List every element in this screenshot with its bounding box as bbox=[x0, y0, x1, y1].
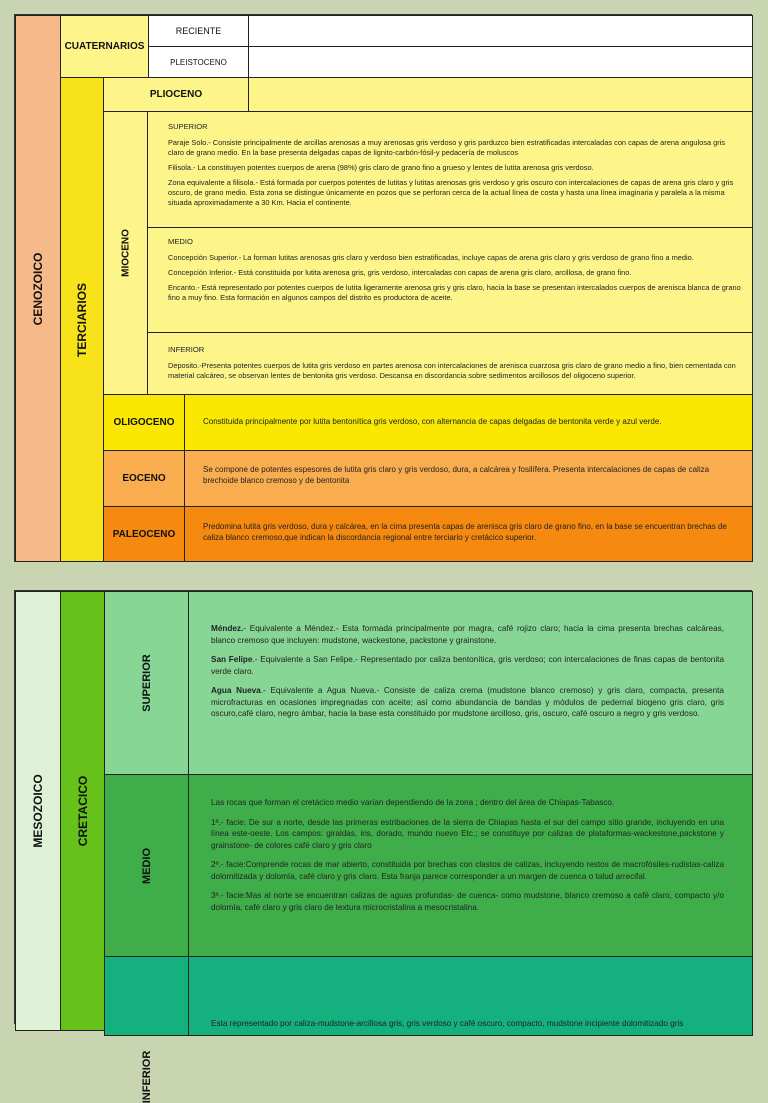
eoceno-cell bbox=[103, 450, 185, 507]
cuaternarios-cell bbox=[60, 15, 149, 78]
mioceno-inferior-box bbox=[147, 332, 753, 395]
mioceno-medio-encanto: Encanto.- Está representado por potentes cuerpos de lutita ligeramente arenosa gris y gris claro, hacia la base se presentan intercalados cuerpos de arenisca blanca de grano fino a muy fino. Esta formación en algunos campos del distrito es productora de aceite. bbox=[168, 283, 741, 302]
terciarios-label: TERCIARIOS bbox=[75, 282, 89, 357]
paleoceno-cell bbox=[103, 506, 185, 562]
mioceno-inferior-title: INFERIOR bbox=[168, 345, 205, 354]
mesozoico-era-label: MESOZOICO bbox=[31, 774, 45, 848]
mioceno-cell bbox=[103, 111, 148, 395]
mioceno-inferior-deposito: Deposito.-Presenta potentes cuerpos de lutita gris verdoso en partes arenosa con intercalaciones de arenisca cuarzosa gris claro de grano medio a fino, bien cementada con material calcáreo, se observan lentes de bentonita gris verdoso. Descansa en discordancia sobre sedimentos arcillosos del oligoceno superior. bbox=[168, 361, 736, 380]
paleoceno-label: PALEOCENO bbox=[112, 528, 176, 540]
san-felipe-name: San Felipe bbox=[211, 655, 253, 664]
mendez-name: Méndez. bbox=[211, 624, 244, 633]
cenozoico-era-label: CENOZOICO bbox=[31, 252, 45, 325]
mioceno-superior-filisola: Filisola.- La constituyen potentes cuerpos de arena (98%) gris claro de grano fino a grueso y lentes de lutita arenosa gris verdoso. bbox=[168, 163, 594, 172]
mioceno-medio-box bbox=[147, 227, 753, 333]
reciente-description bbox=[248, 15, 753, 47]
mioceno-superior-title: SUPERIOR bbox=[168, 122, 208, 131]
mioceno-medio-title: MEDIO bbox=[168, 237, 193, 246]
cretacico-medio-facie-1: 1ª.- facie: De sur a norte, desde las primeras estribaciones de la sierra de Chiapas hasta el sur del campo sitio grande, incluyendo en una línea este-oeste. Los campos: giraldas, iris, dorado, mundo nuevo Etc.; se constituye por calizas de plataformas-wackestone,packstone y grainstone- de colores café claro y gris claro bbox=[211, 817, 724, 850]
cretacico-medio-intro: Las rocas que forman el cretácico medio varían dependiendo de la zona ; dentro del área de Chiapas-Tabasco. bbox=[211, 798, 615, 807]
paleoceno-text: Predomina lutita gris verdoso, dura y calcárea, en la cima presenta capas de arenisca gris claro de grano fino, en la base se encuentran brechas de caliza blanco cremoso,que indican la discordancia regional entre terciario y cretácico superior. bbox=[203, 522, 727, 542]
reciente-cell bbox=[148, 15, 249, 47]
mioceno-superior-box bbox=[147, 111, 753, 228]
eoceno-label: EOCENO bbox=[122, 473, 166, 484]
san-felipe-text: .- Equivalente a San Felipe.- Representado por caliza bentonítica, gris verdoso; con intercalaciones de finas capas de bentonita verde claro. bbox=[211, 655, 725, 676]
cretacico-medio-facie-3: 3ª.- facie:Mas al norte se encuentran calizas de aguas profundas- de cuenca- como mudstone, blanco cremoso a café claro, compacto y/o dolomía, café claro y gris claro de textura microcristalina a mesocristalina. bbox=[211, 891, 724, 912]
cretacico-medio-description bbox=[188, 774, 753, 957]
oligoceno-description bbox=[184, 394, 753, 451]
cretacico-inferior-cell bbox=[104, 956, 189, 1103]
agua-nueva-text: .- Equivalente a Agua Nueva.- Consiste de caliza crema (mudstone blanco cremoso) y gris claro, compacta, presenta microfracturas en ocasiones impregnadas con aceite; así como abundancia de bandas y módulos de pedernal biogeno gris claro, gris oscuro,café claro, negro ámbar, hacia la base esta constituido por mudstone arcilloso, gris, oscuro, café oscuro a negro y gris verdoso. bbox=[211, 686, 724, 718]
cretacico-superior-description bbox=[188, 591, 753, 775]
cenozoico-era-cell bbox=[15, 15, 61, 562]
agua-nueva-name: Agua Nueva bbox=[211, 686, 261, 695]
pleistoceno-label: PLEISTOCENO bbox=[170, 57, 227, 67]
agua-nueva-item bbox=[211, 685, 724, 720]
cretacico-superior-cell bbox=[104, 591, 189, 775]
eoceno-description bbox=[184, 450, 753, 507]
cretacico-medio-facie-2: 2ª.- facie:Comprende rocas de mar abierto, constituida por brechas con clastos de calizas, incluyendo restos de macrofósiles-rudistas-caliza dolomitizada y dolomía, café claro y gris claro. Esta franja parece corresponder a un margen de cuenca o talud arrecifal. bbox=[211, 860, 724, 881]
cretacico-medio-label: MEDIO bbox=[140, 847, 153, 884]
cretacico-inferior-label: INFERIOR bbox=[140, 1050, 153, 1103]
oligoceno-cell bbox=[103, 394, 185, 451]
cuaternarios-label: CUATERNARIOS bbox=[64, 41, 145, 52]
cretacico-cell bbox=[60, 591, 105, 1031]
paleoceno-description bbox=[184, 506, 753, 562]
mioceno-superior-paraje-solo: Paraje Solo.- Consiste principalmente de arcillas arenosas a muy arenosas gris verdoso y gris parduzco bien estratificadas intercaladas con capas de arena angulosa gris claro de grano medio. En la base presenta delgadas capas de lignito-carbón-fósil-y pedacería de moluscos bbox=[168, 138, 726, 157]
mendez-text: - Equivalente a Méndez.- Esta formada principalmente por magra, café rojizo claro; hacia la cima presenta brechas calcáreas, blanco cremoso que incluyen: mudstone, wackestone, packstone y grainstone. bbox=[211, 624, 724, 645]
cretacico-inferior-description bbox=[188, 956, 753, 1036]
terciarios-cell bbox=[60, 77, 104, 562]
plioceno-description bbox=[248, 77, 753, 112]
reciente-label: RECIENTE bbox=[175, 26, 222, 36]
cretacico-superior-label: SUPERIOR bbox=[140, 654, 153, 712]
cretacico-label: CRETACICO bbox=[75, 775, 90, 847]
pleistoceno-description bbox=[248, 46, 753, 78]
oligoceno-text: Constituida principalmente por lutita bentonítica gris verdoso, con alternancia de capas delgadas de bentonita verde y azul verde. bbox=[203, 417, 662, 426]
mioceno-medio-concepcion-superior: Concepción Superior.- La forman lutitas arenosas gris claro y verdoso bien estratificadas, incluye capas de arena gris claro y gris verdoso de grano fino a medio. bbox=[168, 253, 694, 262]
mendez-item bbox=[211, 623, 724, 646]
eoceno-text: Se compone de potentes espesores de lutita gris claro y gris verdoso, dura, a calcárea y fosilífera. Presenta intercalaciones de capas de caliza brechoide blanco cremoso y de bentonita bbox=[203, 465, 710, 485]
plioceno-label: PLIOCENO bbox=[149, 89, 203, 100]
oligoceno-label: OLIGOCENO bbox=[113, 417, 175, 428]
plioceno-cell bbox=[103, 77, 249, 112]
cretacico-inferior-text: Esta representado por caliza-mudstone-arcillosa gris, gris verdoso y café oscuro, compacto, mudstone incipiente dolomitizado gris bbox=[211, 1019, 684, 1028]
mioceno-superior-zona-equivalente: Zona equivalente a filisola.- Está formada por cuerpos potentes de lutitas y lutitas arenosas gris verdoso y gris oscuro con intercalaciones de capas de arena gris claro y gris oscuro, de grano medio. Esta zona se distingue únicamente en pozos que se perforan cerca de la actual línea de costa y hasta una línea imaginaria y paralela a la misma situada aproximadamente a 30 Km. Hacia el continente. bbox=[168, 178, 734, 207]
mesozoico-era-cell bbox=[15, 591, 61, 1031]
mioceno-medio-concepcion-inferior: Concepción Inferior.- Está constituida por lutita arenosa gris, gris verdoso, intercaladas con capas de arena gris claro, arcillosa, de grano fino. bbox=[168, 268, 632, 277]
cenozoico-panel bbox=[14, 14, 752, 562]
san-felipe-item bbox=[211, 654, 724, 677]
mesozoico-panel bbox=[14, 590, 752, 1103]
cretacico-medio-cell bbox=[104, 774, 189, 957]
pleistoceno-cell bbox=[148, 46, 249, 78]
mioceno-label: MIOCENO bbox=[120, 229, 131, 277]
